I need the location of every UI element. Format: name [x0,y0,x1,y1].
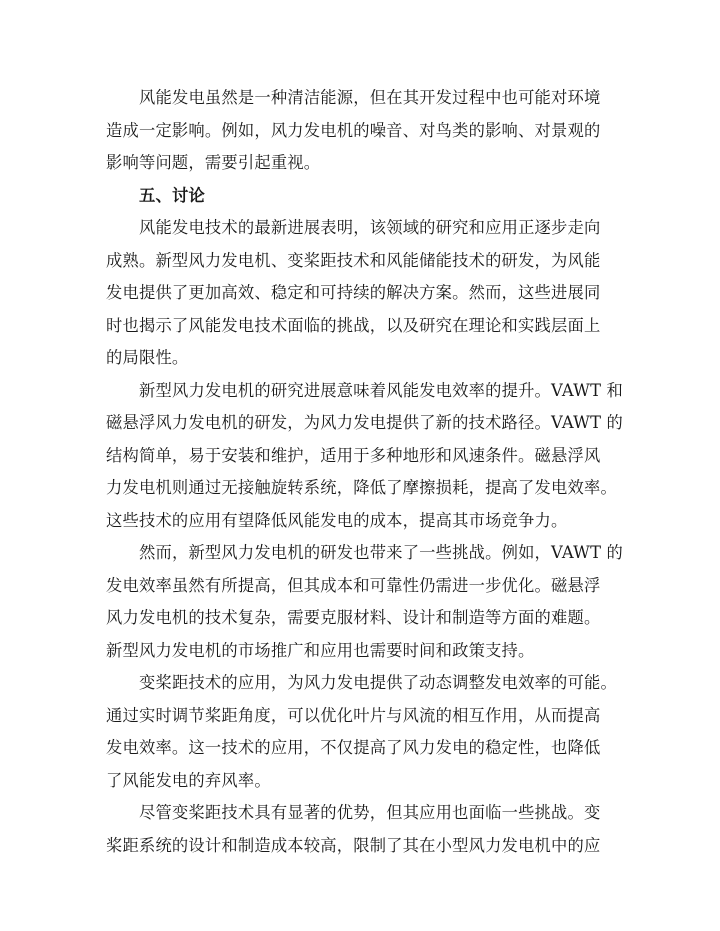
text-line: 这些技术的应用有望降低风能发电的成本，提高其市场竞争力。 [106,510,568,530]
text-line: 通过实时调节桨距角度，可以优化叶片与风流的相互作用，从而提高 [106,705,601,725]
text-line: 风能发电虽然是一种清洁能源，但在其开发过程中也可能对环境 [139,88,601,107]
text-line: 风力发电机的技术复杂，需要克服材料、设计和制造等方面的难题。 [106,608,601,627]
text-line: 尽管变桨距技术具有显著的优势，但其应用也面临一些挑战。变 [139,803,601,822]
text-line: 的局限性。 [106,348,189,367]
text-line: 影响等问题，需要引起重视。 [106,153,321,172]
paragraph-new-turbines [106,375,624,538]
text-line: 新型风力发电机的研究进展意味着风能发电效率的提升。VAWT 和 [139,380,624,400]
section-heading: 五、讨论 [139,185,205,205]
paragraph-environmental-impact [106,82,616,180]
text-line: 发电效率虽然有所提高，但其成本和可靠性仍需进一步优化。磁悬浮 [106,575,601,595]
text-line: 了风能发电的弃风率。 [106,770,271,790]
paragraph-pitch-challenges [106,797,616,862]
document-page [106,82,624,862]
text-line: 变桨距技术的应用，为风力发电提供了动态调整发电效率的可能。 [139,673,617,692]
text-line: 发电提供了更加高效、稳定和可持续的解决方案。然而，这些进展同 [106,283,601,302]
text-line: 发电效率。这一技术的应用，不仅提高了风力发电的稳定性，也降低 [106,738,601,757]
text-line: 造成一定影响。例如，风力发电机的噪音、对鸟类的影响、对景观的 [106,120,601,140]
text-line: 成熟。新型风力发电机、变桨距技术和风能储能技术的研发，为风能 [106,250,601,270]
paragraph-pitch-control [106,667,616,797]
text-line: 结构简单，易于安装和维护，适用于多种地形和风速条件。磁悬浮风 [106,445,601,465]
text-line: 时也揭示了风能发电技术面临的挑战，以及研究在理论和实践层面上 [106,315,601,335]
text-line: 桨距系统的设计和制造成本较高，限制了其在小型风力发电机中的应 [106,835,601,855]
text-line: 磁悬浮风力发电机的研发，为风力发电提供了新的技术路径。VAWT 的 [106,413,623,432]
paragraph-discussion-intro [106,212,616,375]
text-line: 新型风力发电机的市场推广和应用也需要时间和政策支持。 [106,640,535,660]
text-line: 力发电机则通过无接触旋转系统，降低了摩擦损耗，提高了发电效率。 [106,478,617,497]
text-line: 风能发电技术的最新进展表明，该领域的研究和应用正逐步走向 [139,218,601,237]
paragraph-turbine-challenges [106,537,624,667]
text-line: 然而，新型风力发电机的研发也带来了一些挑战。例如，VAWT 的 [139,543,624,562]
